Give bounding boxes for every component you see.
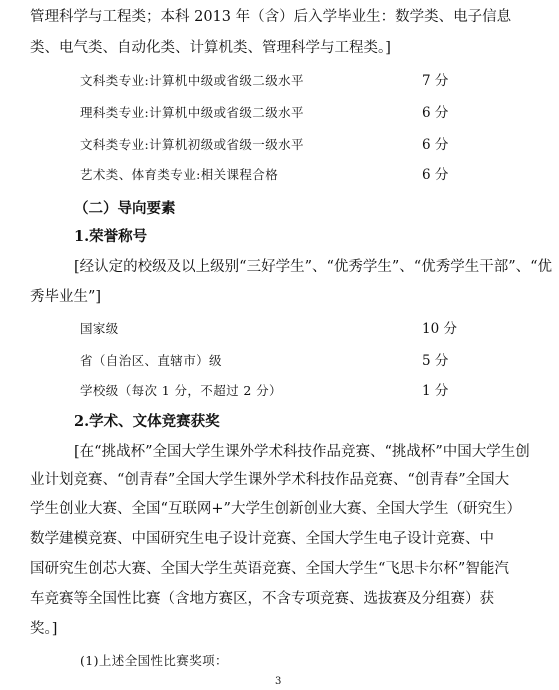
honor-desc-line-2: 秀毕业生”]: [30, 289, 102, 305]
competition-line: 数学建模竞赛、中国研究生电子设计竞赛、全国大学生电子设计竞赛、中: [30, 531, 494, 547]
computer-item-label: 理科类专业:计算机中级或省级二级水平: [80, 105, 304, 120]
honor-desc-line-1: [经认定的校级及以上级别“三好学生”、“优秀学生”、“优秀学生干部”、“优: [74, 259, 553, 275]
competition-line: 业计划竞赛、“创青春”全国大学生课外学术科技作品竞赛、“创青春”全国大: [30, 472, 510, 488]
computer-item-score: 6 分: [422, 167, 449, 183]
computer-item-score: 6 分: [422, 105, 449, 121]
competition-line: 奖。]: [30, 621, 58, 637]
computer-item-score: 7 分: [422, 73, 449, 89]
computer-item-label: 文科类专业:计算机初级或省级一级水平: [80, 137, 304, 152]
honor-item-label: 国家级: [80, 321, 119, 336]
competition-heading: 2.学术、文体竞赛获奖: [74, 413, 220, 430]
competition-line: 车竞赛等全国性比赛（含地方赛区，不含专项竞赛、选拔赛及分组赛）获: [30, 591, 494, 607]
page-number: 3: [275, 676, 282, 687]
honor-heading: 1.荣誉称号: [74, 228, 148, 245]
computer-item-label: 艺术类、体育类专业:相关课程合格: [80, 167, 279, 182]
competition-line: 国研究生创芯大赛、全国大学生英语竞赛、全国大学生“飞思卡尔杯”智能汽: [30, 561, 509, 577]
honor-item-label: 学校级（每次 1 分，不超过 2 分）: [80, 383, 282, 398]
competition-line: 学生创业大赛、全国“互联网+”大学生创新创业大赛、全国大学生（研究生）: [30, 501, 521, 517]
competition-line: [在“挑战杯”全国大学生课外学术科技作品竞赛、“挑战杯”中国大学生创: [74, 444, 530, 460]
honor-item-score: 5 分: [422, 353, 449, 369]
intro-line-2: 类、电气类、自动化类、计算机类、管理科学与工程类。]: [30, 40, 391, 56]
section-heading: （二）导向要素: [74, 200, 176, 217]
honor-item-score: 10 分: [422, 321, 457, 337]
computer-item-label: 文科类专业:计算机中级或省级二级水平: [80, 73, 304, 88]
intro-line-1: 管理科学与工程类；本科 2013 年（含）后入学毕业生：数学类、电子信息: [30, 9, 512, 25]
honor-item-score: 1 分: [422, 383, 449, 399]
honor-item-label: 省（自治区、直辖市）级: [80, 353, 222, 368]
competition-sub-item: (1)上述全国性比赛奖项：: [80, 653, 228, 668]
computer-item-score: 6 分: [422, 137, 449, 153]
